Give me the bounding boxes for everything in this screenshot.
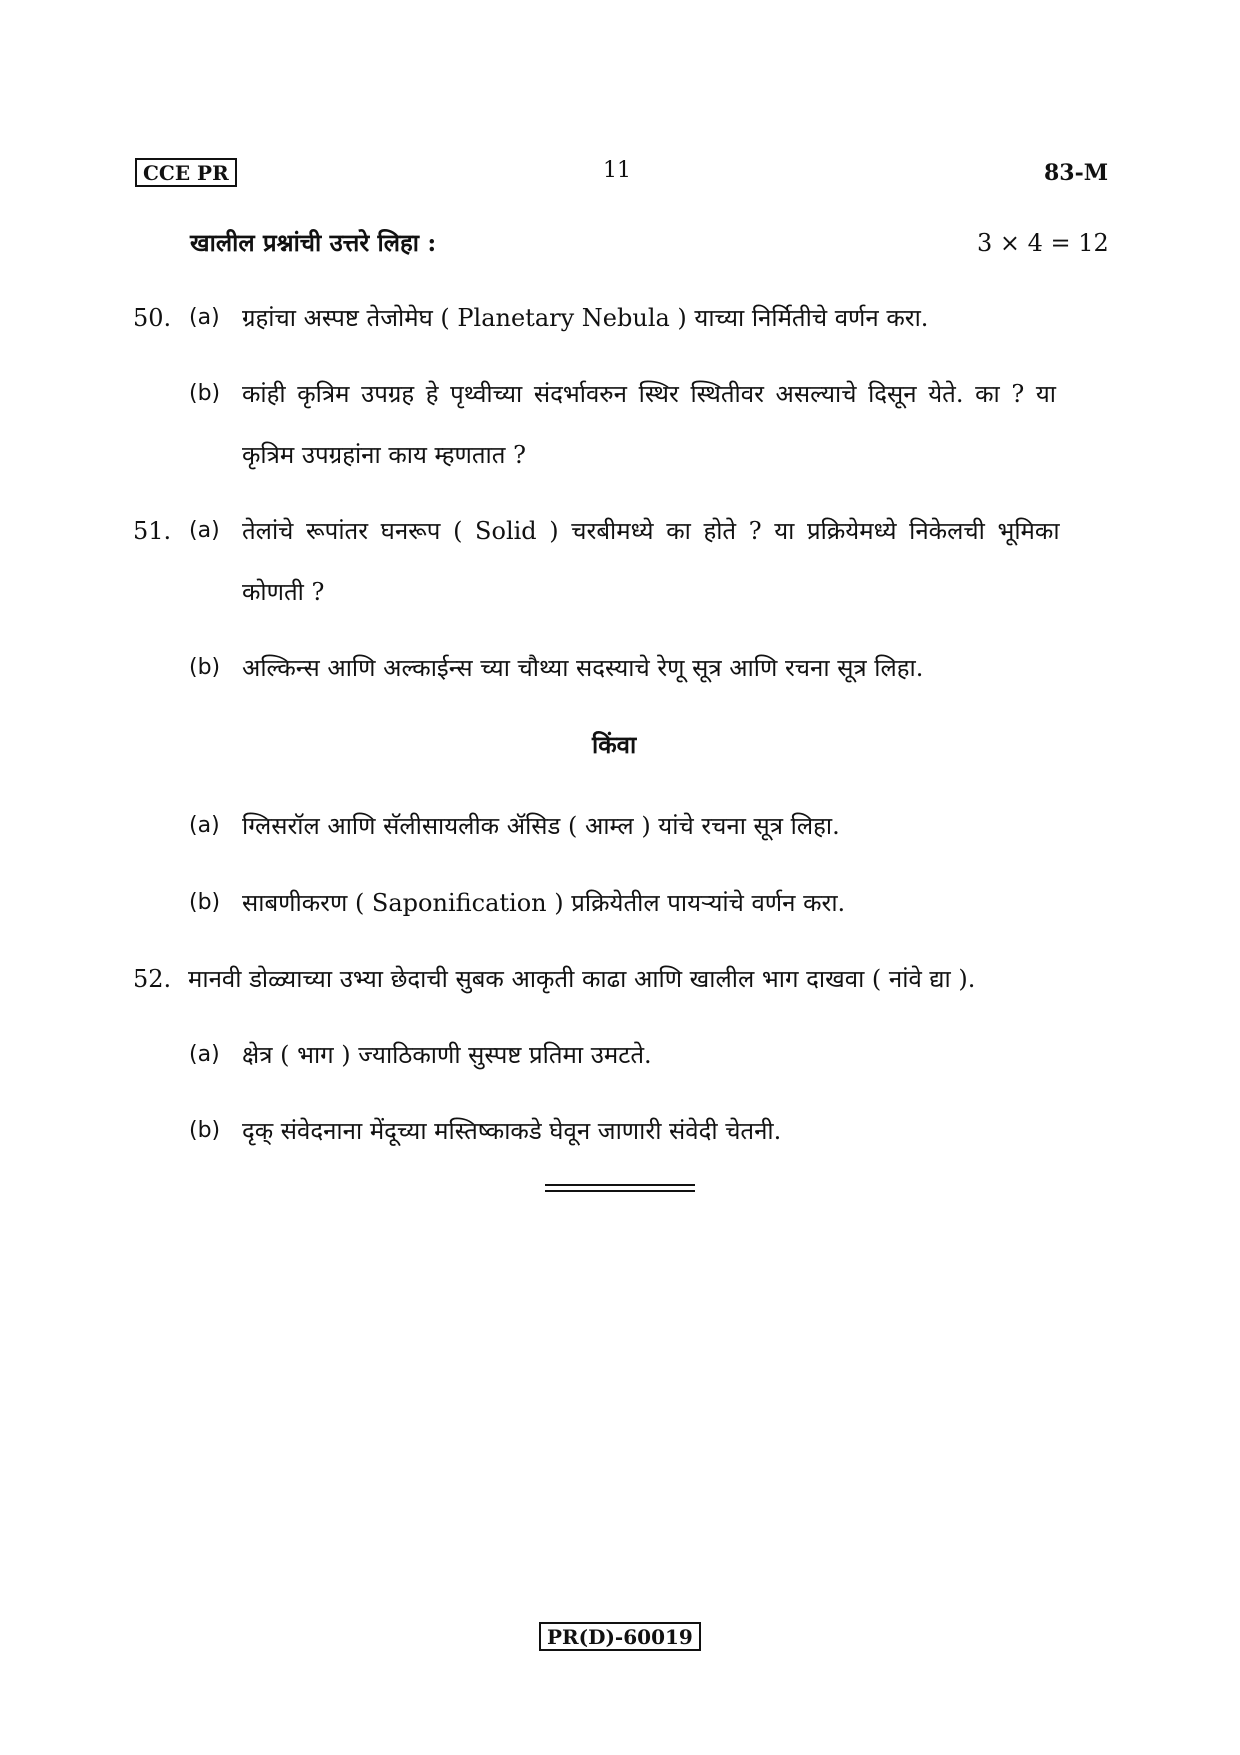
question-52-text: मानवी डोळ्याच्या उभ्या छेदाची सुबक आकृती काढा आणि खालील भाग दाखवा ( नांवे द्या ). (188, 965, 976, 993)
instruction-text: खालील प्रश्नांची उत्तरे लिहा : (190, 228, 437, 257)
question-50-number: 50. (133, 304, 172, 332)
question-51b-label: (b) (189, 655, 221, 680)
header-left-code: CCE PR (135, 158, 237, 187)
end-rule-bottom (545, 1190, 695, 1192)
question-50a-label: (a) (189, 305, 220, 330)
question-52b-text: दृक् संवेदनाना मेंदूच्या मस्तिष्काकडे घेवून जाणारी संवेदी चेतनी. (242, 1117, 782, 1145)
question-50b-line2: कृत्रिम उपग्रहांना काय म्हणतात ? (242, 441, 526, 469)
footer-code: PR(D)-60019 (539, 1622, 701, 1651)
question-52a-label: (a) (189, 1042, 220, 1067)
question-50b-label: (b) (189, 381, 221, 406)
question-51b-text: अल्किन्स आणि अल्काईन्स च्या चौथ्या सदस्याचे रेणू सूत्र आणि रचना सूत्र लिहा. (242, 654, 924, 682)
question-52-number: 52. (133, 965, 172, 993)
question-51a-line1: तेलांचे रूपांतर घनरूप ( Solid ) चरबीमध्ये का होते ? या प्रक्रियेमध्ये निकेलची भूमिका (242, 517, 1060, 545)
question-50a-text: ग्रहांचा अस्पष्ट तेजोमेघ ( Planetary Nebula ) याच्या निर्मितीचे वर्णन करा. (242, 304, 929, 332)
question-51-or-a-label: (a) (189, 813, 220, 838)
question-52a-text: क्षेत्र ( भाग ) ज्याठिकाणी सुस्पष्ट प्रतिमा उमटते. (242, 1041, 652, 1069)
end-rule-top (545, 1184, 695, 1186)
question-52b-label: (b) (189, 1118, 221, 1143)
question-51a-line2: कोणती ? (242, 578, 325, 606)
page-number: 11 (603, 158, 631, 183)
or-separator: किंवा (592, 730, 637, 759)
question-51a-label: (a) (189, 518, 220, 543)
question-51-or-b-text: साबणीकरण ( Saponification ) प्रक्रियेतील पायऱ्यांचे वर्णन करा. (242, 889, 846, 917)
question-50b-line1: कांही कृत्रिम उपग्रह हे पृथ्वीच्या संदर्भावरुन स्थिर स्थितीवर असल्याचे दिसून येते. का ? या (242, 380, 1056, 408)
question-51-or-b-label: (b) (189, 890, 221, 915)
question-51-or-a-text: ग्लिसरॉल आणि सॅलीसायलीक ॲसिड ( आम्ल ) यांचे रचना सूत्र लिहा. (242, 812, 840, 840)
paper-code: 83-M (1044, 160, 1109, 186)
question-51-number: 51. (133, 517, 172, 545)
marks: 3 × 4 = 12 (977, 229, 1109, 257)
